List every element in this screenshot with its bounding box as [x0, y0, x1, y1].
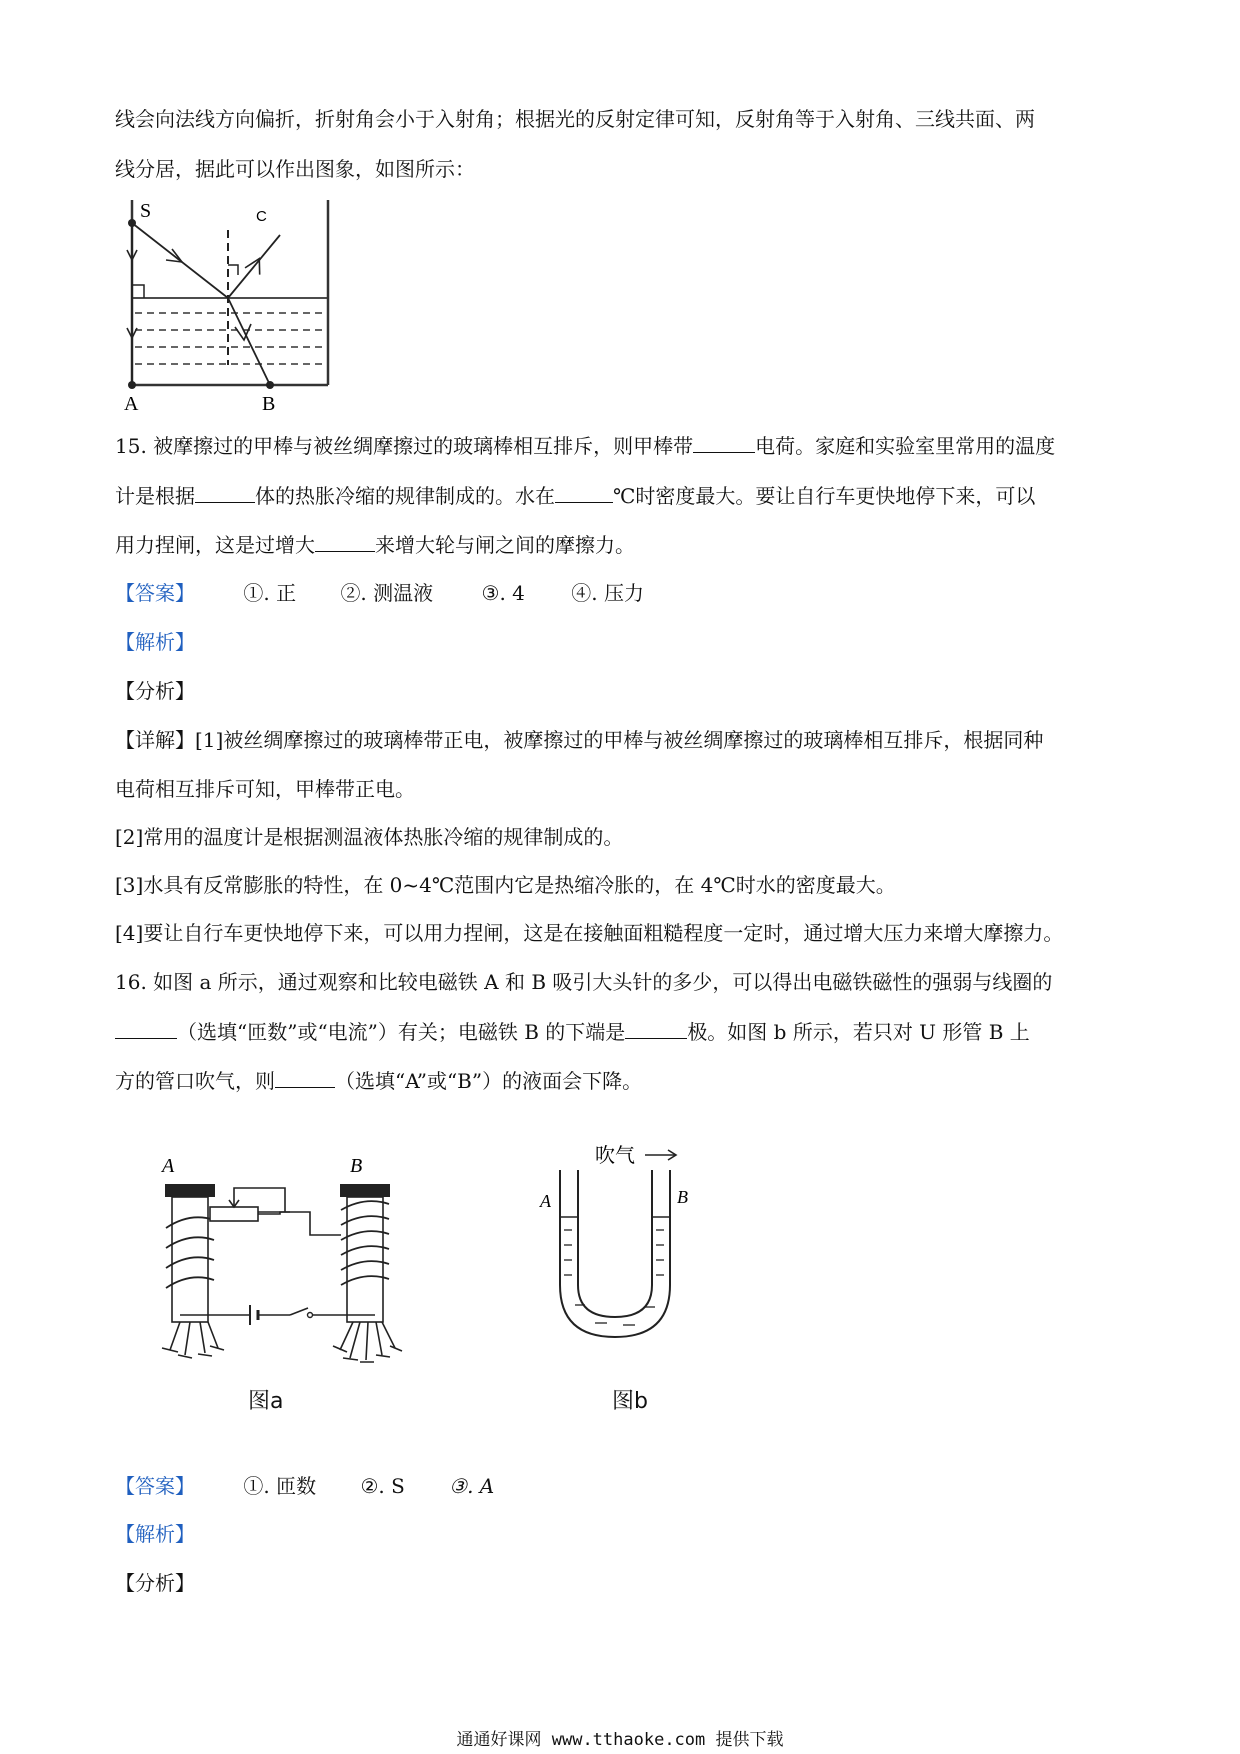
q15-line-3	[115, 531, 1125, 558]
electromagnet-diagram	[150, 1150, 410, 1375]
q15-line-2	[115, 482, 1125, 509]
q16-line-2	[115, 1018, 1125, 1045]
answer-blank	[555, 482, 613, 503]
label-c: C	[256, 208, 267, 225]
answer-blank	[275, 1067, 335, 1088]
figure-a-caption: 图a	[248, 1389, 284, 1414]
label-a: A	[540, 1191, 551, 1211]
q16-text: 极。如图 b 所示，若只对 U 形管 B 上	[687, 1020, 1030, 1044]
answer-blank	[625, 1018, 687, 1039]
label-b: B	[677, 1187, 688, 1207]
answer-blank	[115, 1018, 177, 1039]
q15-text: 电荷。家庭和实验室里常用的温度	[755, 434, 1056, 458]
q15-text: 计是根据	[115, 484, 195, 508]
answer-item: ③. A	[449, 1474, 495, 1498]
q15-text: 用力捏闸，这是过增大	[115, 533, 315, 557]
detail-text: [1]被丝绸摩擦过的玻璃棒带正电，被摩擦过的甲棒与被丝绸摩擦过的玻璃棒相互排斥，根据同种	[195, 728, 1044, 752]
detail-tag: 【详解】	[115, 728, 195, 752]
answer-blank	[315, 531, 375, 552]
q16-line-3	[115, 1067, 1125, 1094]
label-b: B	[350, 1155, 363, 1177]
q15-text: ℃时密度最大。要让自行车更快地停下来，可以	[613, 484, 1036, 508]
answer-item: ②. S	[360, 1474, 405, 1498]
refraction-diagram	[110, 195, 340, 420]
answer-item: ②. 测温液	[340, 581, 434, 605]
q15-text: 15. 被摩擦过的甲棒与被丝绸摩擦过的玻璃棒相互排斥，则甲棒带	[115, 434, 694, 458]
blow-label: 吹气	[595, 1145, 635, 1167]
fenxi-tag: 【分析】	[115, 679, 195, 703]
analysis-tag: 【解析】	[115, 630, 195, 654]
answer-blank	[195, 482, 255, 503]
analysis-tag: 【解析】	[115, 1522, 195, 1546]
intro-line-1: 线会向法线方向偏折，折射角会小于入射角；根据光的反射定律可知，反射角等于入射角、三线共面、两	[115, 107, 1035, 131]
answer-item: ①. 正	[243, 581, 297, 605]
q16-text: （选填“A”或“B”）的液面会下降。	[335, 1069, 643, 1093]
answer-item: ④. 压力	[571, 581, 644, 605]
label-b: B	[262, 393, 276, 415]
q15-answer-row	[115, 580, 1125, 606]
label-a: A	[162, 1155, 175, 1177]
answer-tag: 【答案】	[115, 581, 195, 605]
q15-text: 来增大轮与闸之间的摩擦力。	[375, 533, 635, 557]
answer-tag: 【答案】	[115, 1474, 195, 1498]
fenxi-tag: 【分析】	[115, 1571, 195, 1595]
answer-blank	[693, 432, 755, 453]
q15-text: 体的热胀冷缩的规律制成的。水在	[255, 484, 555, 508]
label-a: A	[124, 393, 139, 415]
q15-detail-2: [2]常用的温度计是根据测温液体热胀冷缩的规律制成的。	[115, 825, 624, 849]
q15-detail-3: [3]水具有反常膨胀的特性，在 0~4℃范围内它是热缩冷胀的，在 4℃时水的密度最大。	[115, 873, 896, 897]
figure-b-caption: 图b	[612, 1389, 648, 1414]
q15-detail-1b: 电荷相互排斥可知，甲棒带正电。	[115, 777, 415, 801]
u-tube-diagram	[535, 1145, 715, 1355]
q15-detail-1	[115, 727, 1125, 753]
q16-line-1: 16. 如图 a 所示，通过观察和比较电磁铁 A 和 B 吸引大头针的多少，可以得出电磁铁磁性的强弱与线圈的	[115, 970, 1053, 994]
answer-item: ①. 匝数	[243, 1474, 317, 1498]
label-s: S	[140, 200, 152, 222]
answer-item: ③. 4	[481, 581, 525, 605]
q15-detail-4: [4]要让自行车更快地停下来，可以用力捏闸，这是在接触面粗糙程度一定时，通过增大压力来增大摩擦力。	[115, 921, 1064, 945]
q16-answer-row	[115, 1473, 1125, 1499]
q16-text: （选填“匝数”或“电流”）有关；电磁铁 B 的下端是	[177, 1020, 626, 1044]
q15-line-1	[115, 432, 1125, 459]
intro-line-2: 线分居，据此可以作出图象，如图所示：	[115, 157, 475, 181]
page-footer: 通通好课网 www.tthaoke.com 提供下载	[456, 1730, 784, 1750]
q16-text: 方的管口吹气，则	[115, 1069, 275, 1093]
